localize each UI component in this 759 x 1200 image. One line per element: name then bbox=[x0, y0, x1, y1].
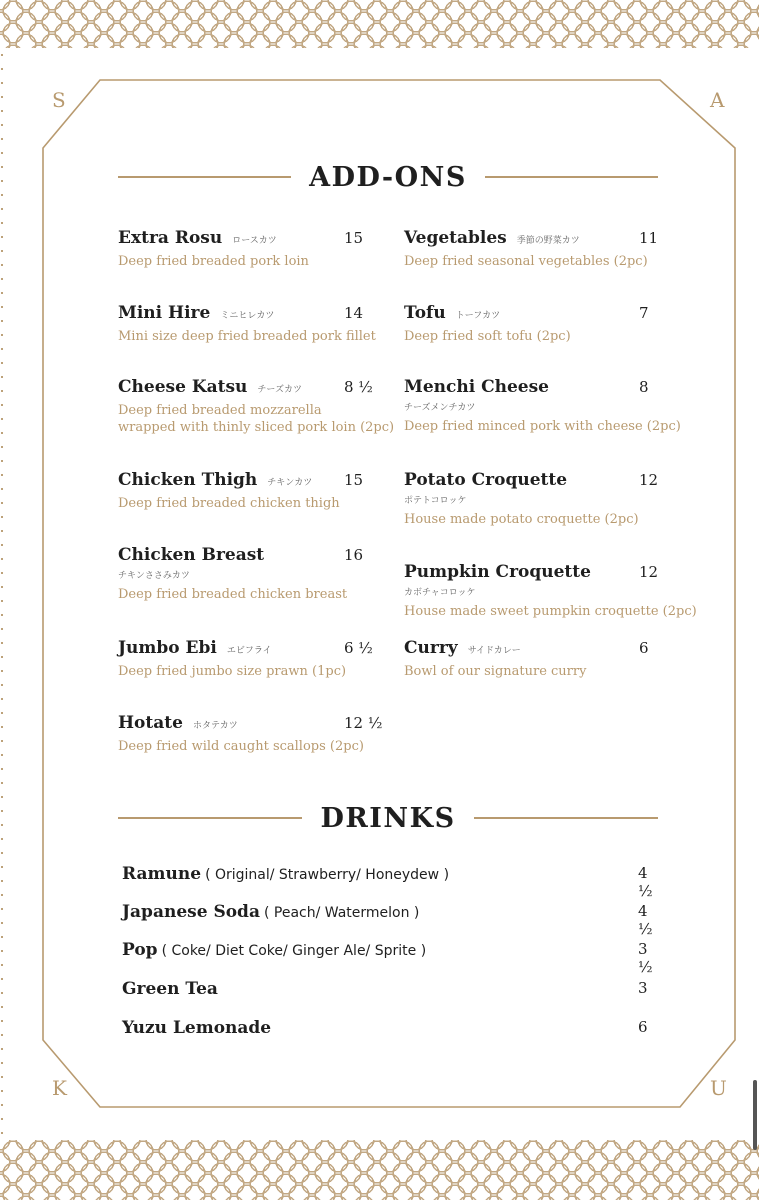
corner-letter-top-right: A bbox=[710, 88, 725, 112]
item-name: Chicken Breast bbox=[118, 545, 265, 565]
corner-letter-bottom-left: K bbox=[52, 1076, 67, 1100]
drink-name: Ramune bbox=[122, 864, 202, 884]
menu-item bbox=[118, 638, 346, 680]
item-price: 15 bbox=[344, 471, 364, 489]
item-jp-name: サイドカレー bbox=[467, 646, 521, 656]
item-description: Deep fried breaded chicken thigh bbox=[118, 496, 340, 511]
drink-price: 4 ½ bbox=[638, 864, 653, 900]
item-name: Mini Hire bbox=[118, 303, 211, 323]
item-jp-name: チキンカツ bbox=[267, 478, 313, 488]
item-name: Tofu bbox=[404, 303, 446, 323]
item-description: Deep fried breaded chicken breast bbox=[118, 587, 348, 602]
item-name: Cheese Katsu bbox=[118, 377, 248, 397]
heading-rule-left bbox=[118, 817, 302, 819]
drink-options: ( Coke/ Diet Coke/ Ginger Ale/ Sprite ) bbox=[161, 943, 427, 959]
item-description: Deep fried soft tofu (2pc) bbox=[404, 329, 571, 344]
item-price: 8 bbox=[639, 378, 649, 396]
drinks-title: DRINKS bbox=[320, 802, 456, 834]
drink-row bbox=[122, 864, 662, 900]
item-description: Deep fried jumbo size prawn (1pc) bbox=[118, 664, 347, 679]
item-description: Deep fried wild caught scallops (2pc) bbox=[118, 739, 364, 754]
item-description: House made potato croquette (2pc) bbox=[404, 512, 639, 527]
corner-letter-top-left: S bbox=[52, 88, 66, 112]
heading-rule-right bbox=[474, 817, 658, 819]
item-name: Vegetables bbox=[404, 228, 507, 248]
item-description: House made sweet pumpkin croquette (2pc) bbox=[404, 604, 697, 619]
drink-options: ( Peach/ Watermelon ) bbox=[263, 905, 420, 921]
menu-item bbox=[404, 303, 571, 345]
item-price: 6 ½ bbox=[344, 639, 373, 657]
drink-options: ( Original/ Strawberry/ Honeydew ) bbox=[205, 867, 450, 883]
item-jp-name: エビフライ bbox=[226, 646, 272, 656]
drink-price: 3 bbox=[638, 979, 648, 997]
item-jp-name: トーフカツ bbox=[455, 311, 501, 321]
item-price: 6 bbox=[639, 639, 649, 657]
item-jp-name: チーズカツ bbox=[257, 385, 302, 395]
item-price: 14 bbox=[344, 304, 364, 322]
item-price: 12 bbox=[639, 471, 659, 489]
drink-row bbox=[122, 902, 662, 938]
drink-price: 4 ½ bbox=[638, 902, 653, 938]
item-description: Deep fried minced pork with cheese (2pc) bbox=[404, 419, 681, 434]
item-name: Chicken Thigh bbox=[118, 470, 258, 490]
item-name: Extra Rosu bbox=[118, 228, 223, 248]
addons-title: ADD-ONS bbox=[309, 161, 467, 193]
drinks-heading bbox=[118, 803, 658, 833]
item-name: Menchi Cheese bbox=[404, 377, 549, 397]
menu-item bbox=[118, 713, 364, 755]
item-name: Curry bbox=[404, 638, 458, 658]
heading-rule-left bbox=[118, 176, 291, 178]
menu-item bbox=[118, 303, 376, 345]
menu-item bbox=[118, 470, 340, 512]
drink-name: Yuzu Lemonade bbox=[122, 1018, 272, 1038]
item-name: Potato Croquette bbox=[404, 470, 568, 490]
item-description: Bowl of our signature curry bbox=[404, 664, 587, 679]
item-jp-name: カボチャコロッケ bbox=[404, 588, 476, 598]
item-description: Deep fried seasonal vegetables (2pc) bbox=[404, 254, 648, 269]
item-price: 15 bbox=[344, 229, 364, 247]
drink-row bbox=[122, 979, 662, 1003]
item-price: 16 bbox=[344, 546, 364, 564]
item-price: 8 ½ bbox=[344, 378, 373, 396]
item-jp-name: ポテトコロッケ bbox=[404, 496, 467, 506]
drink-name: Pop bbox=[122, 940, 158, 960]
drink-name: Green Tea bbox=[122, 979, 218, 999]
addons-heading bbox=[118, 162, 658, 192]
item-price: 12 bbox=[639, 563, 659, 581]
item-jp-name: チキンささみカツ bbox=[118, 571, 190, 581]
drink-row bbox=[122, 940, 662, 976]
item-jp-name: ホタテカツ bbox=[192, 721, 238, 731]
menu-item bbox=[118, 228, 309, 270]
item-jp-name: ロースカツ bbox=[232, 236, 277, 246]
item-jp-name: チーズメンチカツ bbox=[404, 403, 476, 413]
item-description-line-2: wrapped with thinly sliced pork loin (2pc) bbox=[118, 420, 395, 435]
heading-rule-right bbox=[485, 176, 658, 178]
item-price: 7 bbox=[639, 304, 649, 322]
item-name: Hotate bbox=[118, 713, 183, 733]
item-description: Deep fried breaded pork loin bbox=[118, 254, 309, 269]
item-description: Mini size deep fried breaded pork fillet bbox=[118, 329, 376, 344]
item-name: Pumpkin Croquette bbox=[404, 562, 591, 582]
item-jp-name: ミニヒレカツ bbox=[220, 311, 275, 321]
menu-item bbox=[404, 470, 639, 528]
corner-letter-bottom-right: U bbox=[710, 1076, 727, 1100]
menu-item bbox=[404, 228, 648, 270]
drink-row bbox=[122, 1018, 662, 1042]
drink-price: 6 bbox=[638, 1018, 648, 1036]
drink-name: Japanese Soda bbox=[122, 902, 260, 922]
item-description: Deep fried breaded mozzarella bbox=[118, 403, 322, 418]
drink-price: 3 ½ bbox=[638, 940, 653, 976]
item-price: 12 ½ bbox=[344, 714, 383, 732]
menu-item bbox=[404, 638, 586, 680]
item-jp-name: 季節の野菜カツ bbox=[516, 236, 580, 246]
item-price: 11 bbox=[639, 229, 659, 247]
item-name: Jumbo Ebi bbox=[118, 638, 217, 658]
menu-item bbox=[118, 545, 347, 603]
